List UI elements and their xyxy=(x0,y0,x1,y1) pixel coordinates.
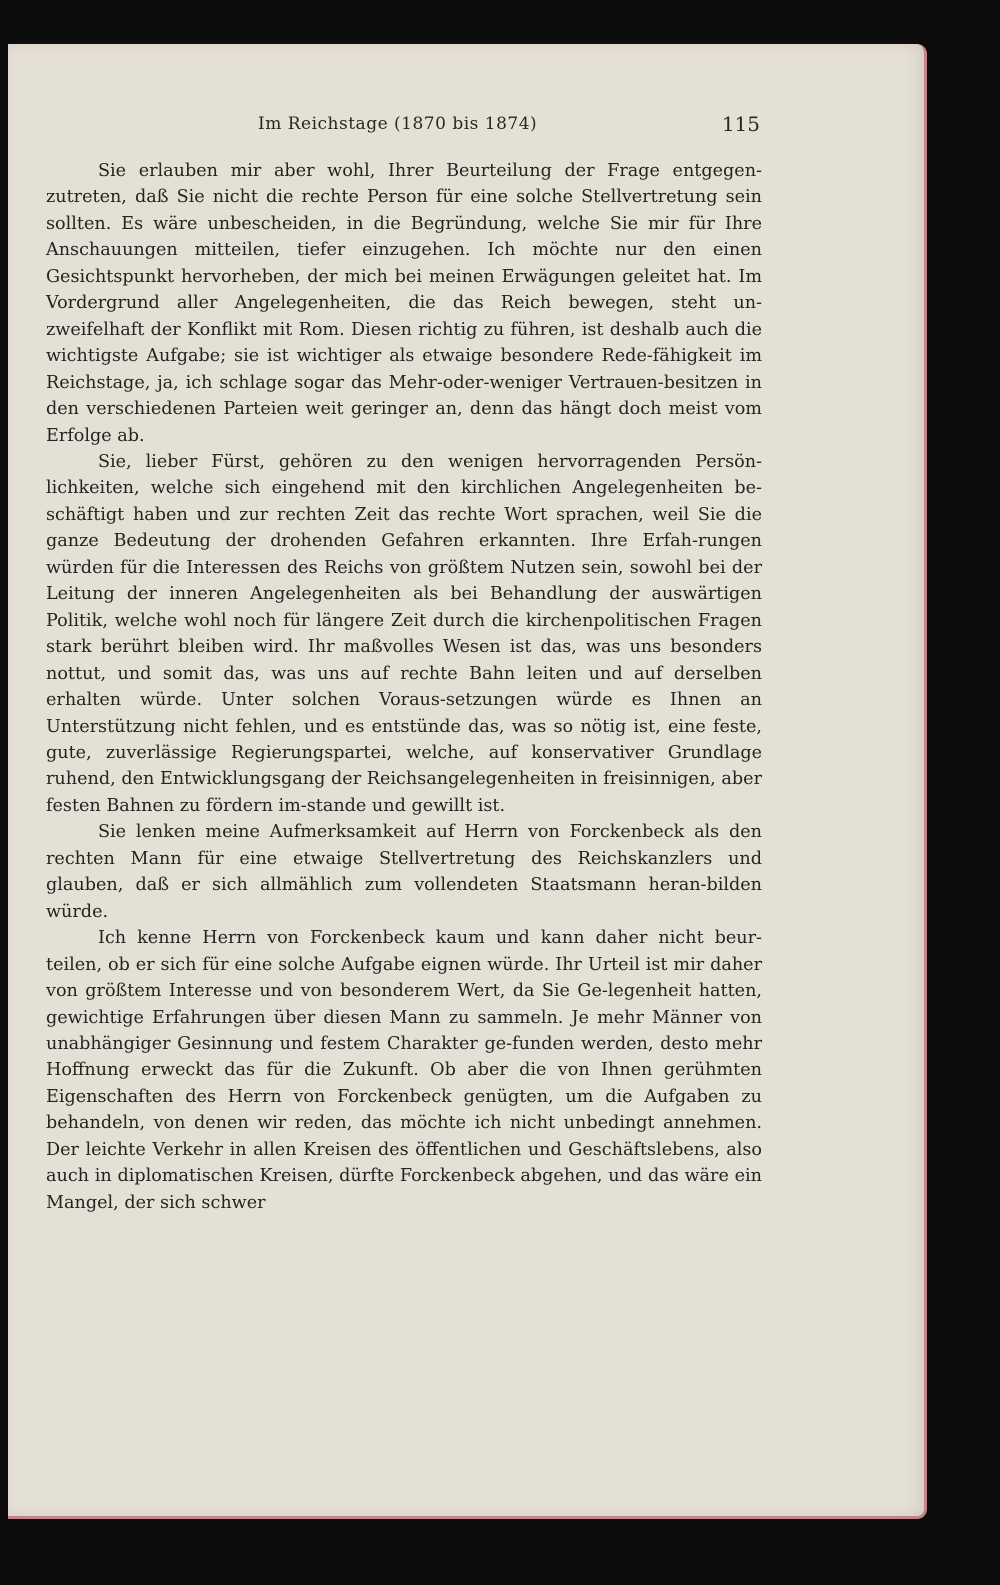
body-text xyxy=(46,158,762,1216)
paragraph-2: Sie, lieber Fürst, gehören zu den wenigen hervorragenden Persön-lichkeiten, welche sich eingehend mit den kirchlichen Angelegenheiten be-schäftigt haben und zur rechten Zeit das rechte Wort sprachen, weil Sie die ganze Bedeutung der drohenden Gefahren erkannten. Ihre Erfah-rungen würden für die Interessen des Reichs von größtem Nutzen sein, sowohl bei der Leitung der inneren Angelegenheiten als bei Behandlung der auswärtigen Politik, welche wohl noch für längere Zeit durch die kirchenpolitischen Fragen stark berührt bleiben wird. Ihr maßvolles Wesen ist das, was uns besonders nottut, und somit das, was uns auf rechte Bahn leiten und auf derselben erhalten würde. Unter solchen Voraus-setzungen würde es Ihnen an Unterstützung nicht fehlen, und es entstünde das, was so nötig ist, eine feste, gute, zuverlässige Regierungspartei, welche, auf konservativer Grundlage ruhend, den Entwicklungsgang der Reichsangelegenheiten in freisinnigen, aber festen Bahnen zu fördern im-stande und gewillt ist. xyxy=(46,451,762,816)
running-title: Im Reichstage (1870 bis 1874) xyxy=(258,114,538,134)
paragraph-3: Sie lenken meine Aufmerksamkeit auf Herrn von Forckenbeck als den rechten Mann für eine etwaige Stellvertretung des Reichskanzlers und glauben, daß er sich allmählich zum vollendeten Staatsmann heran-bilden würde. xyxy=(46,822,762,922)
running-head xyxy=(48,110,760,140)
paragraph-4: Ich kenne Herrn von Forckenbeck kaum und kann daher nicht beur-teilen, ob er sich für eine solche Aufgabe eignen würde. Ihr Urteil ist mir daher von größtem Interesse und von besonderem Wert, da Sie Ge-legenheit hatten, gewichtige Erfahrungen über diesen Mann zu sammeln. Je mehr Männer von unabhängiger Gesinnung und festem Charakter ge-funden werden, desto mehr Hoffnung erweckt das für die Zukunft. Ob aber die von Ihnen gerühmten Eigenschaften des Herrn von Forckenbeck genügten, um die Aufgaben zu behandeln, von denen wir reden, das möchte ich nicht unbedingt annehmen. Der leichte Verkehr in allen Kreisen des öffentlichen und Geschäftslebens, also auch in diplomatischen Kreisen, dürfte Forckenbeck abgehen, und das wäre ein Mangel, der sich schwer xyxy=(46,928,762,1213)
paragraph-1: Sie erlauben mir aber wohl, Ihrer Beurteilung der Frage entgegen-zutreten, daß Sie nicht die rechte Person für eine solche Stellvertretung sein sollten. Es wäre unbescheiden, in die Begründung, welche Sie mir für Ihre Anschauungen mitteilen, tiefer einzugehen. Ich möchte nur den einen Gesichtspunkt hervorheben, der mich bei meinen Erwägungen geleitet hat. Im Vordergrund aller Angelegenheiten, die das Reich bewegen, steht un-zweifelhaft der Konflikt mit Rom. Diesen richtig zu führen, ist deshalb auch die wichtigste Aufgabe; sie ist wichtiger als etwaige besondere Rede-fähigkeit im Reichstage, ja, ich schlage sogar das Mehr-oder-weniger Vertrauen-besitzen in den verschiedenen Parteien weit geringer an, denn das hängt doch meist vom Erfolge ab. xyxy=(46,161,762,446)
page-number: 115 xyxy=(721,112,760,136)
